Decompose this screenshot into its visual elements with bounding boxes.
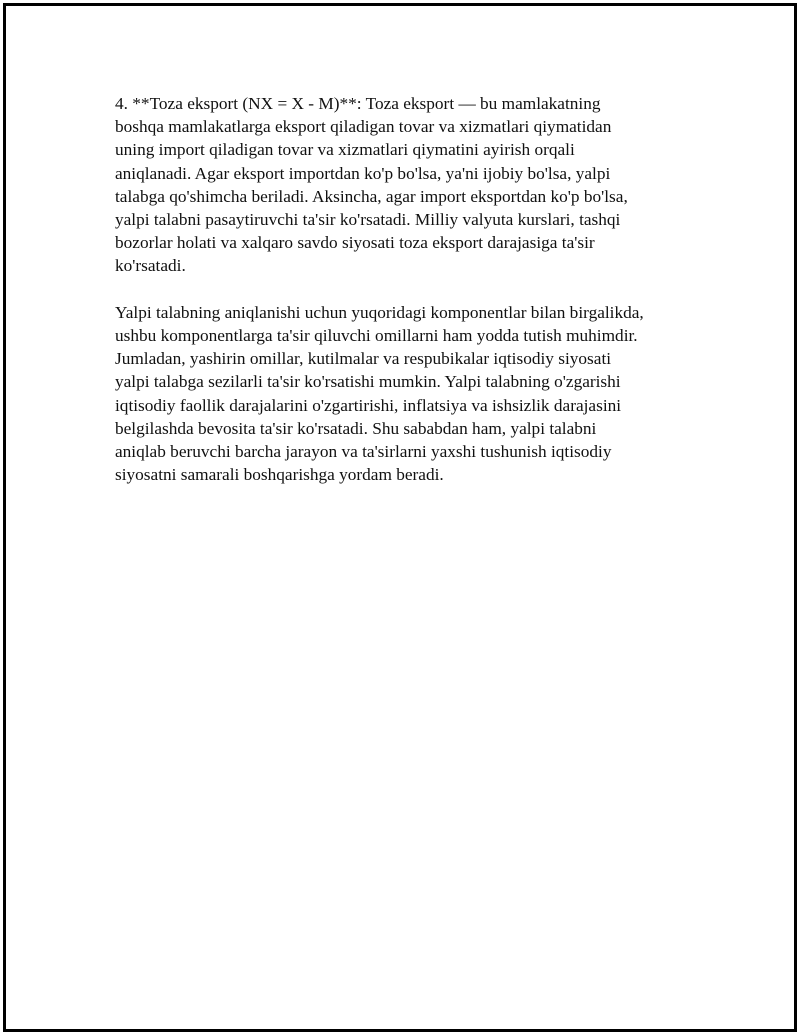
text-line: ko'rsatadi.	[115, 256, 186, 276]
text-line: talabga qo'shimcha beriladi. Aksincha, agar import eksportdan ko'p bo'lsa,	[115, 186, 628, 206]
text-line: boshqa mamlakatlarga eksport qiladigan tovar va xizmatlari qiymatidan	[115, 117, 612, 137]
text-line: iqtisodiy faollik darajalarini o'zgartirishi, inflatsiya va ishsizlik darajasini	[115, 395, 622, 415]
text-line: ushbu komponentlarga ta'sir qiluvchi omillarni ham yodda tutish muhimdir.	[115, 326, 638, 346]
text-line: Yalpi talabning aniqlanishi uchun yuqoridagi komponentlar bilan birgalikda,	[115, 302, 644, 322]
paragraph-aggregate-demand-summary	[115, 301, 705, 487]
text-line: aniqlanadi. Agar eksport importdan ko'p bo'lsa, ya'ni ijobiy bo'lsa, yalpi	[115, 163, 611, 183]
text-line: uning import qiladigan tovar va xizmatlari qiymatini ayirish orqali	[115, 140, 575, 160]
text-line: 4. **Toza eksport (NX = X - M)**: Toza eksport — bu mamlakatning	[115, 94, 601, 113]
text-line: yalpi talabni pasaytiruvchi ta'sir ko'rsatadi. Milliy valyuta kurslari, tashqi	[115, 210, 621, 230]
text-line: aniqlab beruvchi barcha jarayon va ta'sirlarni yaxshi tushunish iqtisodiy	[115, 442, 612, 462]
text-line: Jumladan, yashirin omillar, kutilmalar va respubikalar iqtisodiy siyosati	[115, 349, 612, 369]
document-body	[115, 92, 705, 510]
text-line: siyosatni samarali boshqarishga yordam beradi.	[115, 465, 444, 485]
text-line: bozorlar holati va xalqaro savdo siyosati toza eksport darajasiga ta'sir	[115, 233, 595, 253]
paragraph-net-export	[115, 92, 705, 278]
text-line: belgilashda bevosita ta'sir ko'rsatadi. Shu sababdan ham, yalpi talabni	[115, 418, 597, 438]
text-line: yalpi talabga sezilarli ta'sir ko'rsatishi mumkin. Yalpi talabning o'zgarishi	[115, 372, 621, 392]
